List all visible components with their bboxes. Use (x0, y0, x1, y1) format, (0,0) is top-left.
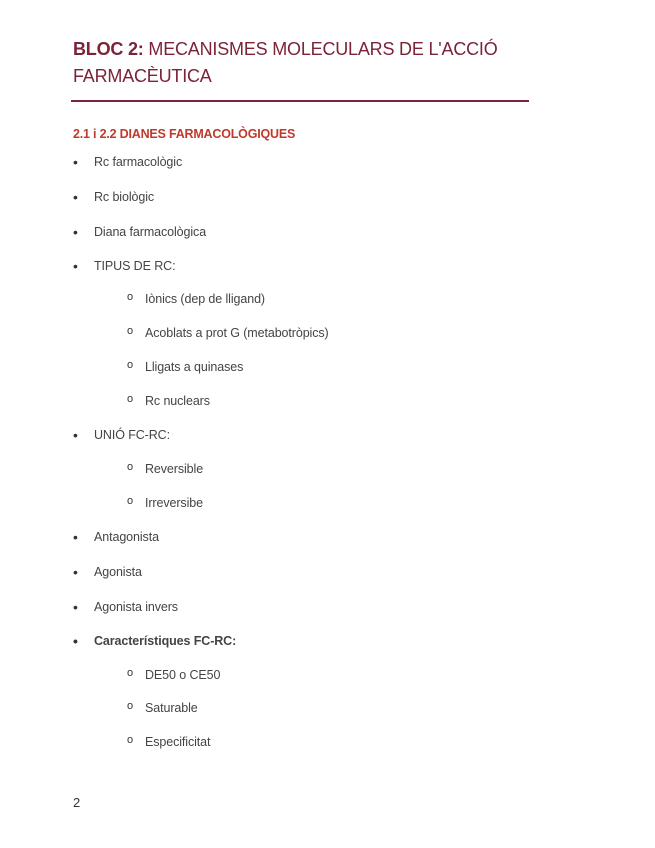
list-item-text: Agonista (94, 565, 142, 579)
document-title (73, 36, 533, 90)
list-item (73, 633, 237, 649)
list-subitem (127, 734, 211, 749)
list-subitem-text: Irreversibe (145, 496, 203, 510)
list-item-text: Rc biològic (94, 190, 155, 204)
list-subitem-text: Lligats a quinases (145, 360, 244, 374)
list-item (73, 189, 155, 205)
list-subitem-text: Reversible (145, 462, 204, 476)
list-subitem (127, 667, 221, 682)
bullet-dot-icon: • (73, 529, 78, 545)
bullet-dot-icon: • (73, 258, 78, 274)
list-item-text: Rc farmacològic (94, 155, 183, 169)
bullet-circle-icon: o (127, 359, 134, 371)
list-subitem (127, 495, 203, 510)
bullet-dot-icon: • (73, 154, 78, 170)
bullet-circle-icon: o (127, 291, 134, 303)
title-bloc-label: BLOC 2: (73, 39, 144, 59)
bullet-dot-icon: • (73, 633, 78, 649)
list-item (73, 224, 207, 240)
bullet-circle-icon: o (127, 495, 134, 507)
list-subitem (127, 461, 204, 476)
list-item (73, 154, 183, 170)
list-subitem (127, 393, 210, 408)
list-subitem-text: Especificitat (145, 735, 211, 749)
title-text: MECANISMES MOLECULARS DE L'ACCIÓ FARMACÈUTICA (73, 39, 498, 86)
list-item-text: Característiques FC-RC: (94, 634, 237, 648)
bullet-circle-icon: o (127, 700, 134, 712)
bullet-dot-icon: • (73, 189, 78, 205)
list-subitem-text: DE50 o CE50 (145, 668, 221, 682)
list-item-text: Agonista invers (94, 600, 178, 614)
page-number: 2 (73, 795, 81, 810)
bullet-circle-icon: o (127, 734, 134, 746)
bullet-dot-icon: • (73, 564, 78, 580)
bullet-circle-icon: o (127, 667, 134, 679)
bullet-circle-icon: o (127, 325, 134, 337)
title-divider (71, 100, 529, 102)
bullet-dot-icon: • (73, 427, 78, 443)
list-item (73, 258, 176, 274)
list-item-text: Diana farmacològica (94, 225, 207, 239)
section-heading: 2.1 i 2.2 DIANES FARMACOLÒGIQUES (73, 127, 296, 141)
list-item (73, 564, 142, 580)
list-item (73, 599, 178, 615)
list-item (73, 427, 170, 443)
list-item-text: UNIÓ FC-RC: (94, 428, 170, 442)
list-subitem (127, 325, 329, 340)
bullet-circle-icon: o (127, 393, 134, 405)
list-subitem (127, 700, 198, 715)
list-subitem (127, 359, 244, 374)
list-item-text: Antagonista (94, 530, 159, 544)
bullet-dot-icon: • (73, 599, 78, 615)
list-subitem-text: Saturable (145, 701, 198, 715)
list-subitem-text: Iònics (dep de lligand) (145, 292, 265, 306)
list-subitem (127, 291, 265, 306)
list-subitem-text: Rc nuclears (145, 394, 210, 408)
bullet-dot-icon: • (73, 224, 78, 240)
list-item (73, 529, 159, 545)
list-subitem-text: Acoblats a prot G (metabotròpics) (145, 326, 329, 340)
list-item-text: TIPUS DE RC: (94, 259, 176, 273)
bullet-circle-icon: o (127, 461, 134, 473)
